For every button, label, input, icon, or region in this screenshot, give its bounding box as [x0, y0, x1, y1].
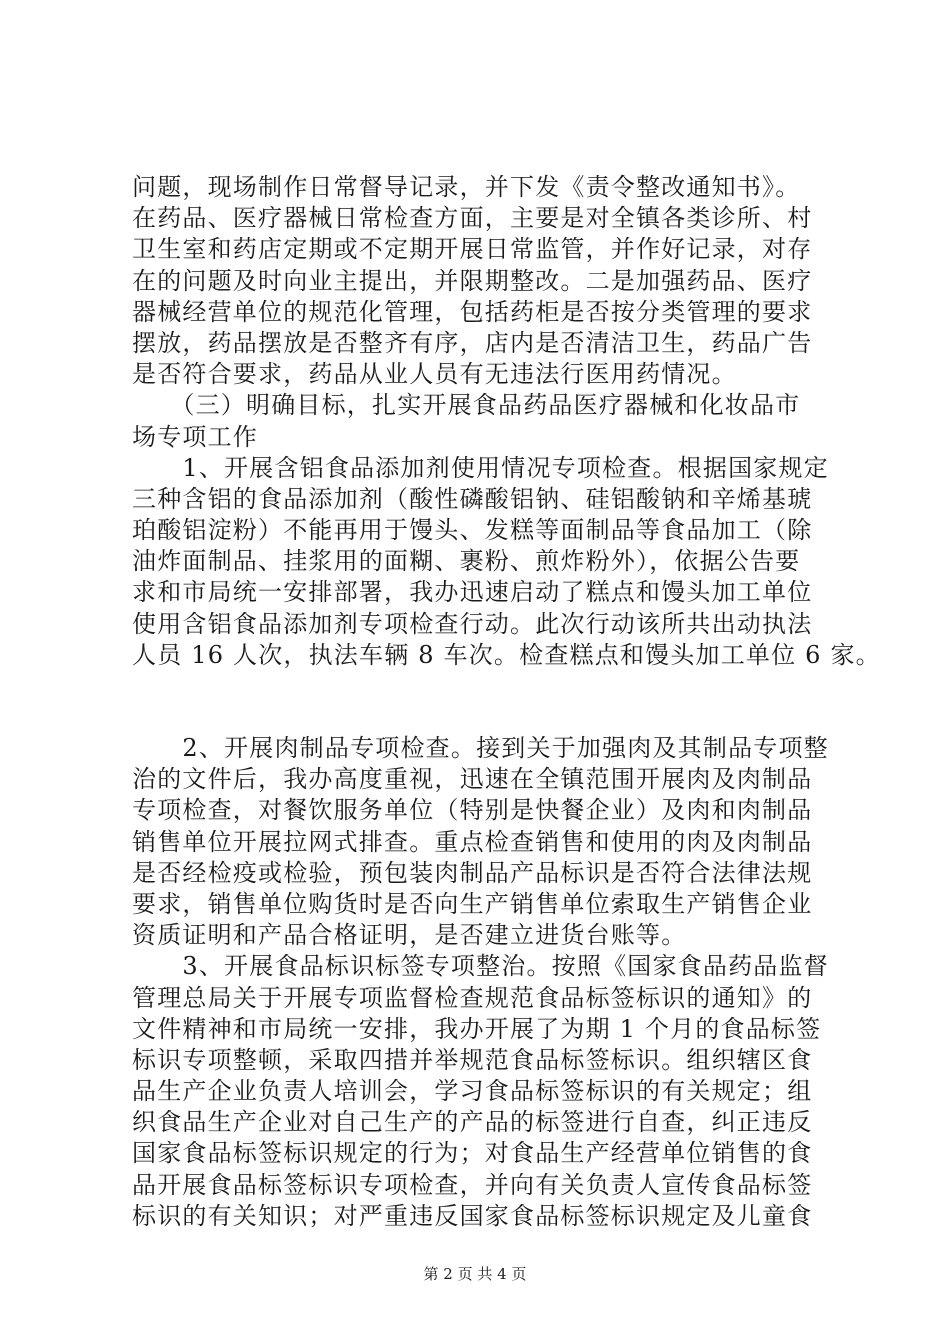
text-line: 标识的有关知识；对严重违反国家食品标签标识规定及儿童食 [132, 1201, 813, 1230]
text-line: 3、开展食品标识标签专项整治。按照《国家食品药品监督 [132, 952, 829, 981]
text-line: 摆放，药品摆放是否整齐有序，店内是否清洁卫生，药品广告 [132, 328, 813, 357]
paragraph-block-1 [132, 172, 881, 671]
text-line: 人员 16 人次，执法车辆 8 车次。检查糕点和馒头加工单位 6 家。 [132, 640, 881, 669]
text-line: 标识专项整顿，采取四措并举规范食品标签标识。组织辖区食 [132, 1045, 813, 1074]
text-line: 珀酸铝淀粉）不能再用于馒头、发糕等面制品等食品加工（除 [132, 516, 813, 545]
text-line: 2、开展肉制品专项检查。接到关于加强肉及其制品专项整 [132, 734, 829, 762]
text-line: 销售单位开展拉网式排查。重点检查销售和使用的肉及肉制品 [132, 827, 813, 856]
text-line: 国家食品标签标识规定的行为；对食品生产经营单位销售的食 [132, 1139, 813, 1168]
text-line: 专项检查，对餐饮服务单位（特别是快餐企业）及肉和肉制品 [132, 796, 813, 825]
text-line: 在的问题及时向业主提出，并限期整改。二是加强药品、医疗 [132, 266, 813, 295]
text-line: 织食品生产企业对自己生产的产品的标签进行自查，纠正违反 [132, 1108, 813, 1137]
text-line: 卫生室和药店定期或不定期开展日常监管，并作好记录，对存 [132, 235, 813, 264]
text-line: 场专项工作 [132, 422, 258, 451]
paragraph-block-2 [132, 733, 832, 1232]
text-line: 文件精神和市局统一安排，我办开展了为期 1 个月的食品标签 [132, 1014, 822, 1043]
text-line: 资质证明和产品合格证明，是否建立进货台账等。 [132, 921, 687, 950]
text-line: 在药品、医疗器械日常检查方面，主要是对全镇各类诊所、村 [132, 204, 813, 233]
text-line: 使用含铝食品添加剂专项检查行动。此次行动该所共出动执法 [132, 609, 813, 638]
text-line: 治的文件后，我办高度重视，迅速在全镇范围开展肉及肉制品 [132, 765, 813, 794]
text-line: 1、开展含铝食品添加剂使用情况专项检查。根据国家规定 [132, 453, 829, 482]
paragraph-spacer [132, 671, 832, 733]
text-line: （三）明确目标，扎实开展食品药品医疗器械和化妆品市 [132, 391, 801, 420]
text-line: 油炸面制品、挂浆用的面糊、裹粉、煎炸粉外），依据公告要 [132, 547, 801, 576]
text-line: 品开展食品标签标识专项检查，并向有关负责人宣传食品标签 [132, 1170, 813, 1199]
document-body [132, 172, 881, 1232]
text-line: 三种含铝的食品添加剂（酸性磷酸铝钠、硅铝酸钠和辛烯基琥 [132, 484, 813, 513]
text-line: 求和市局统一安排部署，我办迅速启动了糕点和馒头加工单位 [132, 578, 813, 607]
text-line: 管理总局关于开展专项监督检查规范食品标签标识的通知》的 [132, 983, 813, 1012]
text-line: 问题，现场制作日常督导记录，并下发《责令整改通知书》。 [132, 173, 801, 201]
text-line: 是否经检疫或检验，预包装肉制品产品标识是否符合法律法规 [132, 858, 813, 887]
text-line: 器械经营单位的规范化管理，包括药柜是否按分类管理的要求 [132, 297, 813, 326]
text-line: 要求，销售单位购货时是否向生产销售单位索取生产销售企业 [132, 889, 813, 918]
text-line: 品生产企业负责人培训会，学习食品标签标识的有关规定；组 [132, 1077, 813, 1106]
page-footer: 第 2 页 共 4 页 [423, 1265, 527, 1283]
text-line: 是否符合要求，药品从业人员有无违法行医用药情况。 [132, 360, 737, 389]
